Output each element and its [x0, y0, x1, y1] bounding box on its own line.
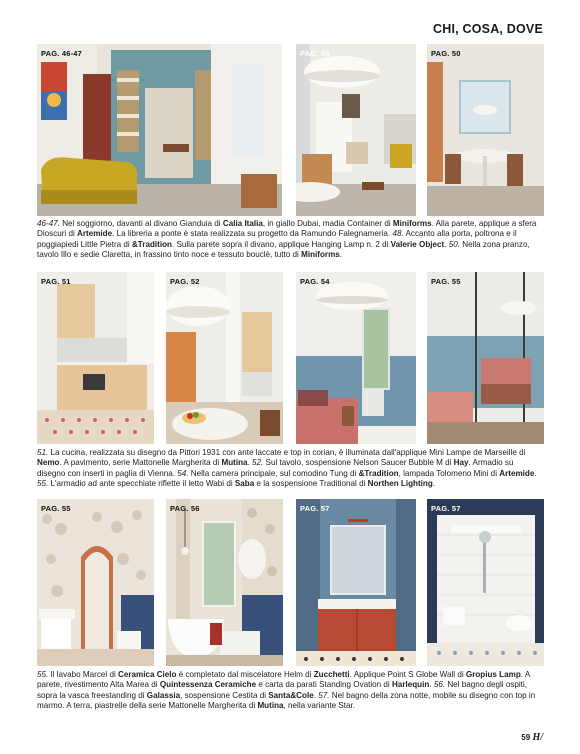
brand-name: Gropius Lamp	[465, 670, 521, 679]
brand-name: Miniforms	[392, 219, 432, 228]
page-tag: PAG. 54	[300, 277, 330, 286]
caption-text: , sospensione Cestita di	[180, 690, 269, 700]
caption-text: . Armadio su disegno con inserti in paglia di Vienna.	[37, 458, 514, 478]
photo-reference: 54.	[177, 468, 189, 478]
photo-mirrored-wardrobe	[427, 272, 544, 444]
page-number: 59	[521, 733, 531, 742]
caption-text: .	[444, 239, 449, 249]
caption-text: Nel bagno della zona notte, mobile su disegno con top in marmo. A terra, piastrelle della serie Mattonelle Margherita di	[37, 690, 536, 710]
caption-text: .	[339, 249, 343, 259]
brand-name: &Tradition	[358, 468, 399, 478]
brand-name: Ceramica Cielo	[118, 670, 177, 679]
page-footer	[521, 732, 543, 743]
brand-name: Quintessenza Ceramiche	[159, 680, 257, 690]
caption-text: è completato dal miscelatore Helm di	[176, 670, 314, 679]
section-title: CHI, COSA, DOVE	[433, 22, 543, 36]
page-tag: PAG. 57	[431, 504, 461, 513]
caption-text: .	[247, 458, 253, 468]
caption-text: . Applique Point S Globe Wall di	[349, 670, 466, 679]
photo-reference: 55.	[37, 478, 49, 488]
caption-text: e carta da parati Standing Ovation di	[256, 680, 392, 690]
caption-text: L'armadio ad ante specchiate riflette il letto Wabi di	[48, 478, 235, 488]
caption-text: Nel bagno degli ospiti, sopra la vasca freestanding di	[37, 680, 527, 700]
caption-text: . La libreria a ponte è stata realizzata su progetto da Ramundo Falegnameria.	[112, 229, 393, 239]
brand-name: Artemide	[77, 229, 113, 239]
photo-reference: 46-47.	[37, 219, 60, 228]
photo-dining-table	[166, 272, 283, 444]
caption-text: Nella zona pranzo, tavolo Illo e sedie Claretta, in frassino tinto noce e tessuto bouclè, tutto di	[37, 239, 530, 259]
brand-name: Mutina	[257, 700, 284, 710]
caption-bathrooms	[37, 670, 544, 711]
brand-name: Galassia	[146, 690, 181, 700]
photo-night-bathroom	[296, 499, 416, 666]
caption-kitchen-bedroom	[37, 448, 544, 489]
photo-reference: 48.	[392, 229, 404, 239]
brand-name: Santa&Cole	[268, 690, 314, 700]
brand-name: Artemide	[499, 468, 535, 478]
photo-shower	[427, 499, 544, 666]
photo-reference: 55.	[37, 670, 49, 679]
caption-text: , in giallo Dubai, madia Container di	[262, 219, 393, 228]
caption-text: . A pavimento, serie Mattonelle Margherita di	[59, 458, 222, 468]
photo-reference: 51.	[37, 448, 49, 457]
caption-text: Sul tavolo, sospensione Nelson Saucer Bubble M di	[263, 458, 454, 468]
caption-text: , nella variante Star.	[283, 700, 356, 710]
brand-name: Hay	[453, 458, 469, 468]
page-tag: PAG. 55	[41, 504, 71, 513]
caption-text: Nel soggiorno, davanti al divano Gianduia di	[59, 219, 223, 228]
brand-name: Zucchetti	[313, 670, 350, 679]
photo-living-room	[37, 44, 282, 216]
caption-text: La cucina, realizzata su disegno da Pittori 1931 con ante laccate e top in corian, è illuminata dall'applique Mini Lampe de Marseille di	[48, 448, 526, 457]
caption-text: Accanto alla porta, poltrona e il poggiapiedi Little Pietra di	[37, 229, 517, 249]
caption-text: .	[534, 468, 537, 478]
caption-text: .	[432, 478, 436, 488]
caption-text: .	[313, 690, 319, 700]
brand-name: &Tradition	[131, 239, 172, 249]
photo-guest-bathroom	[166, 499, 283, 666]
photo-armchair-corner	[296, 44, 416, 216]
caption-text: Il lavabo Marcel di	[48, 670, 118, 679]
photo-reference: 57.	[318, 690, 330, 700]
brand-name: Calia Italia	[222, 219, 263, 228]
caption-text: . A parete, rivestimento Alta Marea di	[37, 670, 530, 690]
page-tag: PAG. 56	[170, 504, 200, 513]
page-tag: PAG. 55	[431, 277, 461, 286]
photo-bathroom-washbasin	[37, 499, 154, 666]
photo-reference: 56.	[433, 680, 446, 690]
caption-text: .	[429, 680, 434, 690]
caption-text: . Alla parete, applique a sfera Dioscuri di	[37, 219, 537, 239]
brand-name: Northen Lighting	[367, 478, 433, 488]
page-tag: PAG. 51	[41, 277, 71, 286]
brand-name: Valerie Object	[390, 239, 445, 249]
photo-dining-area	[427, 44, 544, 216]
caption-living-areas	[37, 219, 544, 260]
page-tag: PAG. 57	[300, 504, 330, 513]
magazine-logo: H/	[532, 732, 543, 743]
brand-name: Nemo	[37, 458, 60, 468]
caption-text: Nella camera principale, sul comodino Tung di	[188, 468, 359, 478]
photo-master-bedroom	[296, 272, 416, 444]
brand-name: Saba	[234, 478, 255, 488]
caption-text: . Sulla parete sopra il divano, applique Hanging Lamp n. 2 di	[171, 239, 391, 249]
page-tag: PAG. 50	[431, 49, 461, 58]
brand-name: Miniforms	[301, 249, 340, 259]
photo-reference: 50.	[448, 239, 460, 249]
caption-text: , lampada Tolomeno Mini di	[398, 468, 500, 478]
photo-kitchen	[37, 272, 154, 444]
caption-text: e la sospensione Traditional di	[254, 478, 368, 488]
page-tag: PAG. 46-47	[41, 49, 83, 58]
page-tag: PAG. 52	[170, 277, 200, 286]
photo-reference: 52.	[252, 458, 264, 468]
page-tag: PAG. 48	[300, 49, 330, 58]
brand-name: Mutina	[221, 458, 248, 468]
brand-name: Harlequin	[391, 680, 430, 690]
